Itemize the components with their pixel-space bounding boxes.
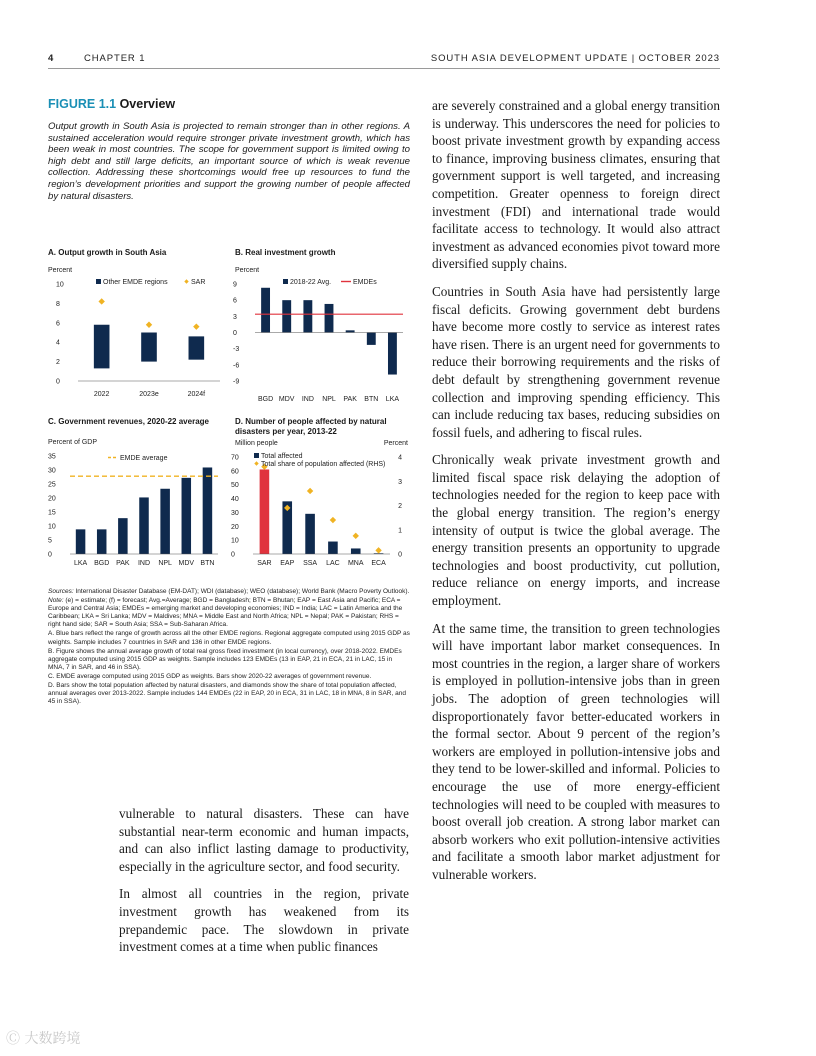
data-bar	[118, 518, 128, 554]
x-tick-label: MNA	[347, 560, 364, 567]
body-right-column	[432, 97, 720, 894]
chart-panel-c	[48, 440, 228, 570]
running-header	[48, 53, 720, 67]
legend-label: 2018-22 Avg.	[290, 279, 332, 286]
chart-panel-d	[231, 440, 410, 570]
data-bar	[328, 542, 338, 554]
panel-b-title: B. Real investment growth	[235, 248, 336, 257]
x-tick-label: PAK	[116, 560, 130, 567]
y-axis-label: Percent of GDP	[48, 439, 98, 446]
y-tick-label-right: 0	[398, 551, 402, 559]
y-tick-label: 10	[56, 281, 64, 289]
data-bar	[261, 288, 270, 333]
data-bar	[203, 467, 213, 554]
data-bar	[367, 333, 376, 345]
x-tick-label: SAR	[257, 560, 272, 567]
page-number: 4	[48, 53, 54, 64]
x-tick-label: LAC	[326, 560, 340, 567]
general-note	[48, 597, 410, 629]
publication-title: SOUTH ASIA DEVELOPMENT UPDATE | OCTOBER 2023	[430, 53, 720, 64]
y-axis-label: Million people	[235, 440, 278, 447]
y-tick-label: 6	[233, 297, 237, 305]
legend-label: SAR	[191, 279, 206, 286]
body-paragraph: In almost all countries in the region, private investment growth has weakened from its prepandemic pace. The slowdown in private investment comes at a time when public finances	[119, 886, 409, 955]
data-bar	[139, 497, 149, 554]
y-tick-label: 15	[48, 509, 56, 517]
y-tick-label-right: 4	[398, 454, 402, 462]
note-a: A. Blue bars reflect the range of growth across all the other EMDE regions. Regional aggregate computed using 2015 GDP as weights. Sample includes 7 countries in SAR and 136 in other EMDE regions.	[48, 630, 410, 646]
y-tick-label: 25	[48, 481, 56, 489]
body-paragraph: At the same time, the transition to green technologies will have important labor market consequences. In most countries in the region, a larger share of workers is employed in pollution-intensive jobs than in green jobs. The adoption of green technologies will disproportionately favor better-educated workers in the formal sector. About 9 percent of the region’s workers are employed in pollution-intensive jobs and they tend to be lower-skilled and informal. Policies to encourage the use of more energy-efficient technologies will need to be coupled with measures to boost overall job creation. A strong labor market can absorb workers who exit pollution-intensive activities and facilitate a smooth labor market adjustment for vulnerable workers.	[432, 620, 720, 882]
x-tick-label: SSA	[303, 560, 318, 567]
note-b: B. Figure shows the annual average growth of total real gross fixed investment (in local currency), over 2018-2022. EMDEs aggregate computed using 2015 GDP as weights. Sample includes 123 EMDEs (13 in EAP, 21 in ECA, 21 in LAC, 15 in MNA, 7 in SAR, and 46 in SSA).	[48, 647, 402, 671]
figure-notes	[48, 588, 410, 707]
y-tick-label: 10	[48, 523, 56, 531]
y-tick-label: 4	[56, 339, 60, 347]
legend-label: Total affected	[261, 453, 303, 460]
x-tick-label: LKA	[385, 396, 400, 403]
y-axis-label: Percent	[48, 267, 73, 274]
legend-label: EMDEs	[353, 279, 377, 286]
x-tick-label: BTN	[200, 560, 215, 567]
panel-d-title: D. Number of people affected by natural disasters per year, 2013-22	[235, 417, 387, 436]
y-axis-label: Percent	[235, 267, 260, 274]
y-tick-label: -6	[233, 362, 240, 370]
y-tick-label: 5	[48, 537, 52, 545]
watermark-logo: Ⓒ 大数跨境	[6, 1031, 81, 1047]
data-bar	[76, 529, 86, 554]
data-bar	[282, 300, 291, 332]
y-tick-label: 10	[231, 537, 239, 545]
legend-label: Other EMDE regions	[103, 279, 168, 286]
data-bar	[94, 325, 110, 369]
y-tick-label: 35	[48, 453, 56, 461]
legend-swatch	[96, 279, 101, 284]
data-bar	[97, 529, 107, 554]
x-tick-label: IND	[137, 560, 151, 567]
figure-title	[48, 97, 410, 111]
data-point-diamond	[353, 533, 359, 539]
y-tick-label: 40	[231, 496, 239, 504]
x-tick-label: BGD	[94, 560, 110, 567]
data-point-diamond	[98, 298, 104, 304]
x-tick-label: EAP	[280, 560, 295, 567]
header-rule	[48, 68, 720, 69]
y-tick-label: -3	[233, 346, 240, 354]
chart-panel-b	[233, 264, 410, 403]
data-point-diamond	[193, 323, 199, 329]
data-bar	[141, 333, 157, 362]
data-bar	[303, 300, 312, 332]
note-label: Note:	[48, 597, 64, 605]
data-bar	[305, 514, 315, 554]
note-d: D. Bars show the total population affected by natural disasters, and diamonds show the share of total population affected, annual averages over 2013-2022. Sample includes 144 EMDEs (22 in EAP, 20 in ECA, 31 in LAC, 18 in MNA, 8 in SAR, and 45 in SSA).	[48, 682, 406, 706]
x-tick-label: IND	[301, 396, 314, 403]
y-tick-label: 8	[56, 300, 60, 308]
y-tick-label: -9	[233, 378, 240, 386]
y-tick-label: 3	[233, 313, 237, 321]
y-axis-label-right: Percent	[383, 440, 408, 447]
figure-caption: Output growth in South Asia is projected to remain stronger than in other regions. A sustained acceleration would require stronger private investment growth, which has been weak in most countries. The scope for government support is limited owing to high debt and still large deficits, an important source of which is weak revenue collection. Addressing these shortcomings would free up resources to fund the region’s development priorities and support the growing number of people affected by natural disasters.	[48, 121, 410, 202]
data-bar	[189, 336, 205, 359]
body-paragraph: are severely constrained and a global energy transition is underway. This underscores the need for policies to boost private investment growth by expanding access to finance, improving business climates, ensuring that government support is well targeted, and increasing competition. Greater openness to foreign direct investment (FDI) and international trade would facilitate access to technology. It would also attract investment as advanced economies pivot toward more diversified supply chains.	[432, 98, 720, 272]
panel-c-title: C. Government revenues, 2020-22 average	[48, 417, 209, 426]
y-tick-label: 30	[231, 509, 239, 517]
data-point-diamond	[184, 279, 188, 283]
y-tick-label: 6	[56, 320, 60, 328]
x-tick-label: BTN	[364, 396, 379, 403]
legend-swatch	[254, 453, 259, 458]
y-tick-label-right: 2	[398, 503, 402, 510]
x-tick-label: ECA	[371, 560, 386, 567]
y-tick-label: 0	[231, 551, 235, 559]
panel-a-title: A. Output growth in South Asia	[48, 248, 167, 257]
y-tick-label: 2	[56, 359, 60, 367]
data-bar	[325, 304, 334, 333]
x-tick-label: NPL	[322, 396, 336, 403]
y-tick-label-right: 3	[398, 478, 402, 486]
data-point-diamond	[330, 517, 336, 523]
figure-title-text: Overview	[119, 97, 176, 111]
data-point-diamond	[307, 488, 313, 494]
y-tick-label: 30	[48, 467, 56, 475]
body-paragraph: vulnerable to natural disasters. These can have substantial near-term economic and human impacts, and can also inflict lasting damage to productivity, especially in the agriculture sector, and food security.	[119, 806, 409, 874]
x-tick-label: MDV	[278, 396, 295, 403]
y-tick-label-right: 1	[398, 527, 402, 535]
body-paragraph: Chronically weak private investment growth and limited fiscal space risk delaying the adoption of technologies needed for the region to keep pace with the global energy transition. The region’s energy intensity of output is twice the global average. The energy transition presents an opportunity to upgrade technologies and boost productivity, cut pollution, reduce reliance on energy imports, and increase employment.	[432, 452, 720, 609]
legend-label: Total share of population affected (RHS)	[261, 461, 386, 468]
x-tick-label: 2022	[93, 391, 110, 398]
x-tick-label: PAK	[343, 396, 357, 403]
x-tick-label: MDV	[178, 560, 195, 567]
data-bar	[160, 489, 170, 554]
note-c: C. EMDE average computed using 2015 GDP as weights. Bars show 2020-22 averages of government revenue.	[48, 672, 372, 680]
y-tick-label: 9	[233, 281, 237, 289]
y-tick-label: 0	[233, 330, 237, 337]
data-bar	[351, 548, 361, 554]
y-tick-label: 60	[231, 468, 239, 476]
note-text: (e) = estimate; (f) = forecast; Avg.=Average; BGD = Bangladesh; BTN = Bhutan; EAP = East Asia and Pacific; ECA = Europe and Central Asia; EMDEs = emerging market and developing economies; IND = India; LAC = Latin America and the Caribbean; LKA = Sri Lanka; MDV = Maldives; MNA = Middle East and North Africa; NPL = Nepal; PAK = Pakistan; RHS = right hand side; SAR = South Asia; SSA = Sub-Saharan Africa.	[48, 597, 403, 629]
body-left-column	[119, 805, 409, 966]
body-paragraph: Countries in South Asia have had persistently large fiscal deficits. Growing government debt burdens have become more costly to service as interest rates have risen. There is an urgent need for governments to reduce their borrowing requirements and the risks of debt default by strengthening government revenue collection and improving spending efficiency. This can include reducing tax bases, reducing subsidies on fossil fuels, and adhering to fiscal rules.	[432, 283, 720, 440]
data-bar	[182, 478, 192, 554]
y-tick-label: 20	[231, 523, 239, 531]
data-bar	[388, 333, 397, 375]
y-tick-label: 20	[48, 495, 56, 503]
sources-text: International Disaster Database (EM-DAT); WDI (database); WEO (database); World Bank (Macro Poverty Outlook).	[73, 588, 410, 595]
x-tick-label: 2024f	[187, 391, 206, 398]
data-point-diamond	[146, 322, 152, 328]
data-bar	[260, 469, 270, 554]
x-tick-label: NPL	[158, 560, 172, 567]
sources-note	[48, 588, 410, 596]
x-tick-label: 2023e	[139, 391, 159, 398]
watermark-text: 大数跨境	[24, 1031, 81, 1047]
sources-label: Sources:	[48, 588, 74, 595]
legend-swatch	[283, 279, 288, 284]
y-tick-label: 50	[231, 482, 239, 490]
figure-number: FIGURE 1.1	[48, 97, 117, 111]
x-tick-label: LKA	[73, 560, 88, 567]
chapter-label: CHAPTER 1	[84, 53, 146, 64]
y-tick-label: 0	[48, 551, 52, 559]
y-tick-label: 70	[231, 454, 239, 462]
data-point-diamond	[375, 547, 381, 553]
data-point-diamond	[254, 461, 258, 465]
data-bar	[346, 330, 355, 332]
legend-label: EMDE average	[120, 455, 168, 462]
y-tick-label: 0	[56, 378, 60, 386]
chart-panel-a	[48, 264, 228, 396]
x-tick-label: BGD	[257, 396, 274, 403]
